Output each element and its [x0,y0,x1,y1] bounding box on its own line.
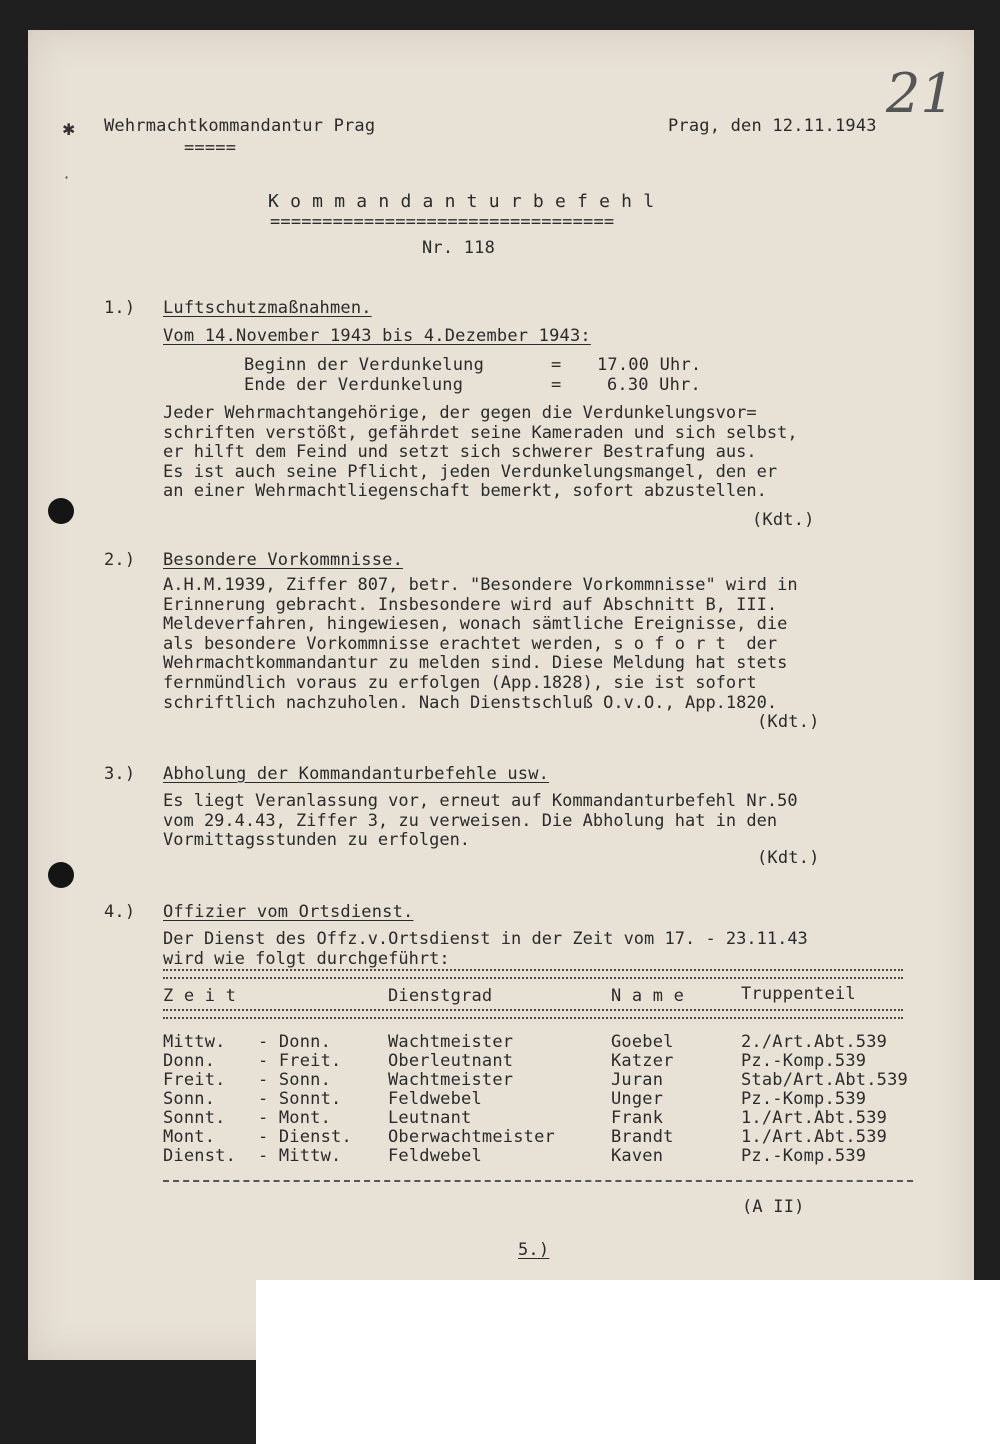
signature-mark: (Kdt.) [757,848,820,868]
row-name: Unger [611,1089,664,1109]
row-day-to: - Mont. [258,1108,332,1128]
row-name: Frank [611,1108,664,1128]
time-equals: = [551,375,562,395]
column-header-dienstgrad: Dienstgrad [388,986,493,1006]
row-day-to: - Dienst. [258,1127,352,1147]
body-line: Vormittagsstunden zu erfolgen. [163,830,471,851]
row-name: Katzer [611,1051,674,1071]
handwritten-page-number: 21 [886,62,955,125]
row-day-to: - Mittw. [258,1146,342,1166]
section-heading: Luftschutzmaßnahmen. [163,298,372,318]
time-label: Beginn der Verdunkelung [244,355,485,375]
column-header-zeit: Z e i t [163,986,237,1006]
body-line: schriftlich nachzuholen. Nach Dienstschluß O.v.O., App.1820. [163,692,778,713]
row-day-from: Donn. [163,1051,216,1071]
body-line: als besondere Vorkommnisse erachtet werden, s o f o r t der [163,633,778,654]
column-header-truppenteil: Truppenteil [741,984,856,1004]
section-body [163,576,903,713]
row-rank: Wachtmeister [388,1032,514,1052]
row-name: Goebel [611,1032,674,1052]
signature-mark: (Kdt.) [757,712,820,732]
row-rank: Feldwebel [388,1146,482,1166]
section-number: 2.) [104,550,136,570]
row-day-from: Dienst. [163,1146,237,1166]
body-line: vom 29.4.43, Ziffer 3, zu verweisen. Die Abholung hat in den [163,810,778,831]
body-line: Es ist auch seine Pflicht, jeden Verdunkelungsmangel, den er [163,461,778,482]
column-header-name: N a m e [611,986,685,1006]
body-line: fernmündlich voraus zu erfolgen (App.1828), sie ist sofort [163,672,757,693]
row-unit: Stab/Art.Abt.539 [741,1070,908,1090]
body-line: Erinnerung gebracht. Insbesondere wird auf Abschnitt B, III. [163,594,778,615]
title-underline: ================================= [270,212,615,232]
row-unit: 1./Art.Abt.539 [741,1127,888,1147]
body-line: A.H.M.1939, Ziffer 807, betr. "Besondere Vorkommnisse" wird in [163,575,798,595]
row-unit: Pz.-Komp.539 [741,1051,867,1071]
place-date: Prag, den 12.11.1943 [668,116,877,136]
row-name: Kaven [611,1146,664,1166]
margin-mark: · [64,168,70,187]
row-day-to: - Freit. [258,1051,342,1071]
signature-mark: (Kdt.) [752,510,815,530]
row-name: Brandt [611,1127,674,1147]
body-line: an einer Wehrmachtliegenschaft bemerkt, sofort abzustellen. [163,481,767,502]
row-unit: Pz.-Komp.539 [741,1146,867,1166]
section-number: 1.) [104,298,136,318]
row-unit: 1./Art.Abt.539 [741,1108,888,1128]
section-number: 4.) [104,902,136,922]
document-title: K o m m a n d a n t u r b e f e h l [268,191,655,212]
row-day-from: Sonn. [163,1089,216,1109]
row-day-to: - Sonn. [258,1070,332,1090]
row-rank: Oberwachtmeister [388,1127,555,1147]
row-rank: Wachtmeister [388,1070,514,1090]
body-line: Es liegt Veranlassung vor, erneut auf Kommandanturbefehl Nr.50 [163,791,798,811]
table-top-rule [163,969,903,979]
body-line: schriften verstößt, gefährdet seine Kameraden und sich selbst, [163,422,798,443]
section-heading: Offizier vom Ortsdienst. [163,902,414,922]
authority-underline: ===== [184,138,237,158]
time-label: Ende der Verdunkelung [244,375,464,395]
body-line: Wehrmachtkommandantur zu melden sind. Diese Meldung hat stets [163,653,788,674]
section-body [163,792,903,851]
time-value: 6.30 Uhr. [607,375,701,395]
row-day-from: Mittw. [163,1032,226,1052]
blank-area [256,1280,1000,1444]
section-number: 3.) [104,764,136,784]
time-value: 17.00 Uhr. [597,355,702,375]
row-rank: Oberleutnant [388,1051,514,1071]
section-heading: Besondere Vorkommnisse. [163,550,404,570]
table-bottom-rule [163,1180,913,1182]
row-rank: Leutnant [388,1108,472,1128]
body-line: er hilft dem Feind und setzt sich schwerer Bestrafung aus. [163,442,757,463]
body-line: Meldeverfahren, hingewiesen, wonach sämtliche Ereignisse, die [163,614,788,635]
section-body [163,930,903,969]
body-line: Jeder Wehrmachtangehörige, der gegen die Verdunkelungsvor= [163,403,757,423]
next-page-marker: 5.) [518,1240,550,1260]
margin-mark: ✱ [62,120,76,139]
row-unit: Pz.-Komp.539 [741,1089,867,1109]
order-number: Nr. 118 [422,238,496,258]
row-unit: 2./Art.Abt.539 [741,1032,888,1052]
time-equals: = [551,355,562,375]
row-name: Juran [611,1070,664,1090]
row-day-to: - Sonnt. [258,1089,342,1109]
row-rank: Feldwebel [388,1089,482,1109]
row-day-from: Freit. [163,1070,226,1090]
table-header-rule [163,1009,903,1019]
row-day-from: Mont. [163,1127,216,1147]
body-line: wird wie folgt durchgeführt: [163,948,450,969]
punch-hole-upper [48,498,74,524]
section-subheading: Vom 14.November 1943 bis 4.Dezember 1943: [163,326,591,346]
section-body [163,404,903,502]
issuing-authority: Wehrmachtkommandantur Prag [104,116,376,136]
row-day-to: - Donn. [258,1032,332,1052]
section-heading: Abholung der Kommandanturbefehle usw. [163,764,550,784]
row-day-from: Sonnt. [163,1108,226,1128]
signature-mark: (A II) [742,1197,805,1217]
punch-hole-lower [48,862,74,888]
body-line: Der Dienst des Offz.v.Ortsdienst in der Zeit vom 17. - 23.11.43 [163,929,808,949]
